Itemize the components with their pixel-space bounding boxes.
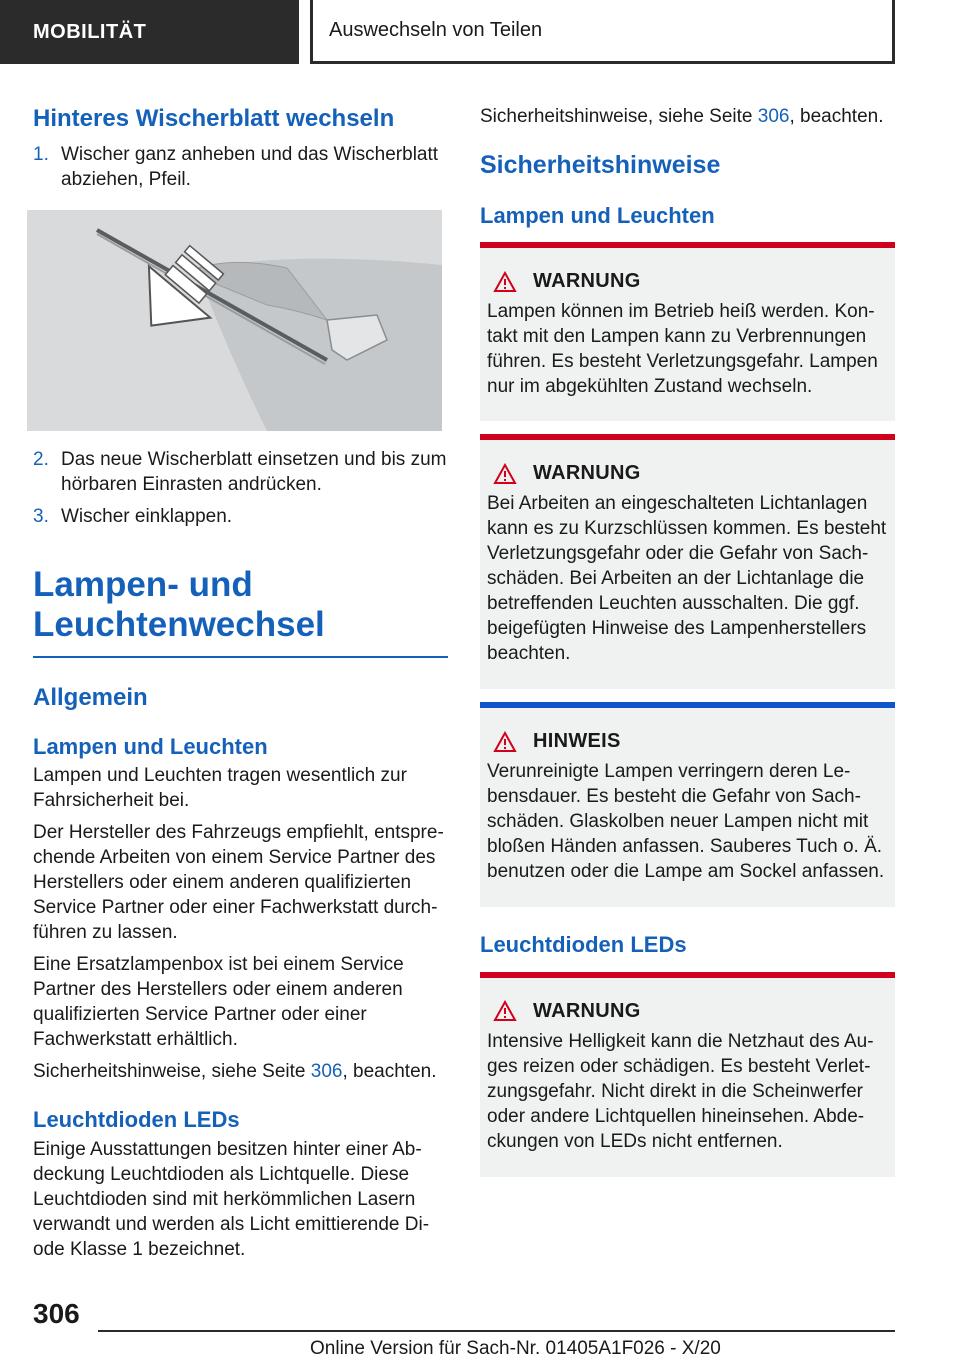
para-intro: Lampen und Leuchten tragen wesentlich zur Fahrsicherheit bei. xyxy=(33,765,407,812)
warning-text: Bei Arbeiten an eingeschalteten Lichtanlagen kann es zu Kurzschlüssen kommen. Es besteht Verletzungsgefahr oder die Gefahr von Sachschäden. Bei Arbeiten an der Lichtanlage die betreffenden Leuchten ausschalten. Die ggf. beigefügten Hinweise des Lampenherstellers beachten. xyxy=(487,493,887,665)
wiper-steps-continued xyxy=(33,447,448,529)
notice-box xyxy=(480,702,895,907)
warning-triangle-icon xyxy=(493,271,517,293)
para-led: Einige Ausstattungen besitzen hinter einer Abdeckung Leuchtdioden als Lichtquelle. Diese Leuchtdioden sind mit herkömmlichen Lasern verwandt und werden als Licht emittierende Diode Klasse 1 bezeichnet. xyxy=(33,1139,430,1261)
main-heading-line2: Leuchtenwechsel xyxy=(33,605,325,645)
warning-title: WARNUNG xyxy=(533,270,641,293)
warning-bar xyxy=(480,972,895,978)
warning-title-row xyxy=(487,462,887,485)
step-item xyxy=(33,504,448,529)
para-lampbox: Eine Ersatzlampenbox ist bei einem Service Partner des Herstellers oder einem anderen qualifizierten Service Partner oder einer Fachwerkstatt erhältlich. xyxy=(33,954,404,1051)
footer-rule xyxy=(98,1330,895,1332)
lampen-heading: Lampen und Leuchten xyxy=(33,733,268,759)
warning-box xyxy=(480,434,895,689)
safety-ref-suffix: , beachten. xyxy=(789,106,884,127)
warning-title: WARNUNG xyxy=(533,462,641,485)
led-heading-right: Leuchtdioden LEDs xyxy=(480,932,687,958)
wiper-figure xyxy=(27,210,442,431)
safety-ref-text: Sicherheitshinweise, siehe Seite xyxy=(33,1061,311,1083)
page-link[interactable]: 306 xyxy=(310,1061,343,1083)
lampen-heading-right: Lampen und Leuchten xyxy=(480,202,715,228)
warning-triangle-icon xyxy=(493,731,517,753)
safety-ref-suffix: , beachten. xyxy=(342,1061,437,1083)
warning-title-row xyxy=(487,1000,887,1023)
heading-rule xyxy=(33,656,448,658)
warning-box xyxy=(480,972,895,1177)
warning-box xyxy=(480,242,895,421)
warning-triangle-icon xyxy=(493,463,517,485)
chapter-title: Auswechseln von Teilen xyxy=(310,0,895,64)
safety-heading: Sicherheitshinweise xyxy=(480,151,721,179)
section-tab: MOBILITÄT xyxy=(0,0,299,64)
warning-text: Intensive Helligkeit kann die Netzhaut des Auges reizen oder schädigen. Es besteht Verletzungsgefahr. Nicht direkt in die Scheinwerfer oder andere Lichtquellen hineinsehen. Abdeckungen von LEDs nicht entfernen. xyxy=(487,1030,874,1152)
warning-triangle-icon xyxy=(493,1000,517,1022)
allgemein-heading: Allgemein xyxy=(33,683,148,711)
safety-reference-top xyxy=(480,104,895,129)
step-text: Wischer einklappen. xyxy=(61,506,233,528)
wiper-illustration xyxy=(27,210,442,431)
step-text: Wischer ganz anheben und das Wischerblatt abziehen, Pfeil. xyxy=(61,144,439,191)
warning-title-row xyxy=(487,270,887,293)
notice-title-row xyxy=(487,730,887,753)
notice-text: Verunreinigte Lampen verringern deren Lebensdauer. Es besteht die Gefahr von Sachschäden. Glaskolben neuer Lampen nicht mit bloßen Händen anfassen. Sauberes Tuch o. Ä. benutzen oder die Lampe am Sockel anfassen. xyxy=(487,761,885,883)
main-heading-line1: Lampen- und xyxy=(33,565,253,605)
para-service: Der Hersteller des Fahrzeugs empfiehlt, entsprechende Arbeiten von einem Service Partner des Herstellers oder einem anderen qualifizierten Service Partner oder einer Fachwerkstatt durchführen zu lassen. xyxy=(33,822,444,944)
notice-title: HINWEIS xyxy=(533,730,621,753)
step-number: 3. xyxy=(33,506,49,528)
page-header xyxy=(0,0,960,64)
led-heading: Leuchtdioden LEDs xyxy=(33,1107,240,1133)
step-item xyxy=(33,447,448,497)
warning-text: Lampen können im Betrieb heiß werden. Kontakt mit den Lampen kann zu Verbrennungen führen. Es besteht Verletzungsgefahr. Lampen nur im abgekühlten Zustand wechseln. xyxy=(487,301,878,398)
notice-bar xyxy=(480,702,895,708)
page-number: 306 xyxy=(33,1298,80,1329)
step-number: 1. xyxy=(33,144,49,166)
step-text: Das neue Wischerblatt einsetzen und bis zum hörbaren Einrasten andrücken. xyxy=(61,449,447,496)
page-link[interactable]: 306 xyxy=(757,106,790,127)
step-number: 2. xyxy=(33,449,49,471)
warning-title: WARNUNG xyxy=(533,999,641,1022)
online-version-text: Online Version für Sach-Nr. 01405A1F026 - X/20 xyxy=(310,1338,721,1359)
warning-bar xyxy=(480,434,895,440)
wiper-steps xyxy=(33,142,448,192)
safety-ref-text: Sicherheitshinweise, siehe Seite xyxy=(480,106,758,127)
safety-reference xyxy=(33,1059,448,1084)
wiper-heading: Hinteres Wischerblatt wechseln xyxy=(33,105,395,132)
step-item xyxy=(33,142,448,192)
main-heading xyxy=(33,565,448,646)
left-column xyxy=(33,100,448,1262)
warning-bar xyxy=(480,242,895,248)
right-column xyxy=(480,100,895,1177)
